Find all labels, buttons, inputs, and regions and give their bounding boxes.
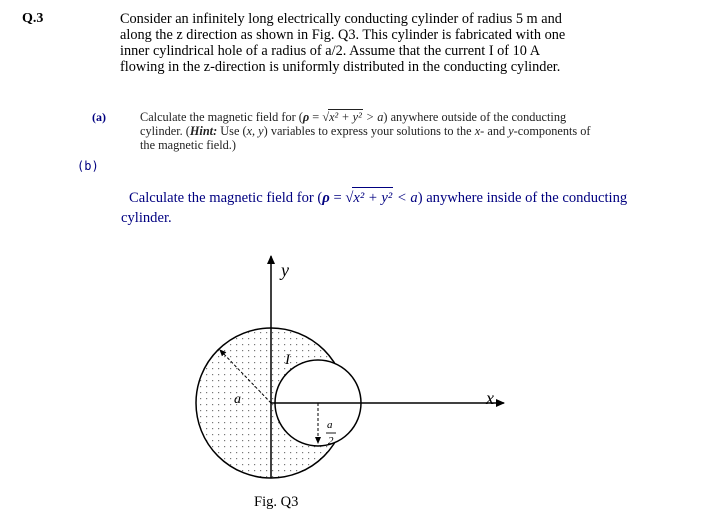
- sqrt-radicand: x² + y²: [352, 187, 393, 208]
- question-number: Q.3: [22, 11, 44, 26]
- x-axis-label: x: [486, 388, 494, 408]
- radius-label: a: [234, 392, 241, 407]
- figure-caption: Fig. Q3: [254, 494, 299, 510]
- intro-line: flowing in the z-direction is uniformly distributed in the conducting cylinder.: [120, 59, 561, 75]
- intro-line: Consider an infinitely long electrically conducting cylinder of radius 5 m and: [120, 11, 562, 27]
- intro-line: along the z direction as shown in Fig. Q3. This cylinder is fabricated with one: [120, 27, 566, 43]
- sqrt-radicand: x² + y²: [329, 110, 362, 124]
- y-axis-label: y: [281, 260, 289, 280]
- half-radius-numerator: a: [327, 419, 333, 431]
- part-a-line: Calculate the magnetic field for (ρ = √x² + y² > a) anywhere outside of the conducting: [140, 110, 567, 124]
- part-b-label: (b): [77, 159, 99, 173]
- half-radius-denominator: 2: [328, 435, 334, 447]
- part-b-line: cylinder.: [121, 210, 172, 226]
- intro-line: inner cylindrical hole of a radius of a/2. Assume that the current I of 10 A: [120, 43, 541, 59]
- part-a-label: (a): [92, 110, 106, 124]
- part-a-line: cylinder. (Hint: Use (x, y) variables to express your solutions to the x- and y-components of: [140, 124, 591, 138]
- current-label: I: [285, 352, 290, 368]
- part-a-line: the magnetic field.): [140, 138, 236, 152]
- part-b-line: Calculate the magnetic field for (ρ = √x² + y² < a) anywhere inside of the conducting: [121, 187, 716, 208]
